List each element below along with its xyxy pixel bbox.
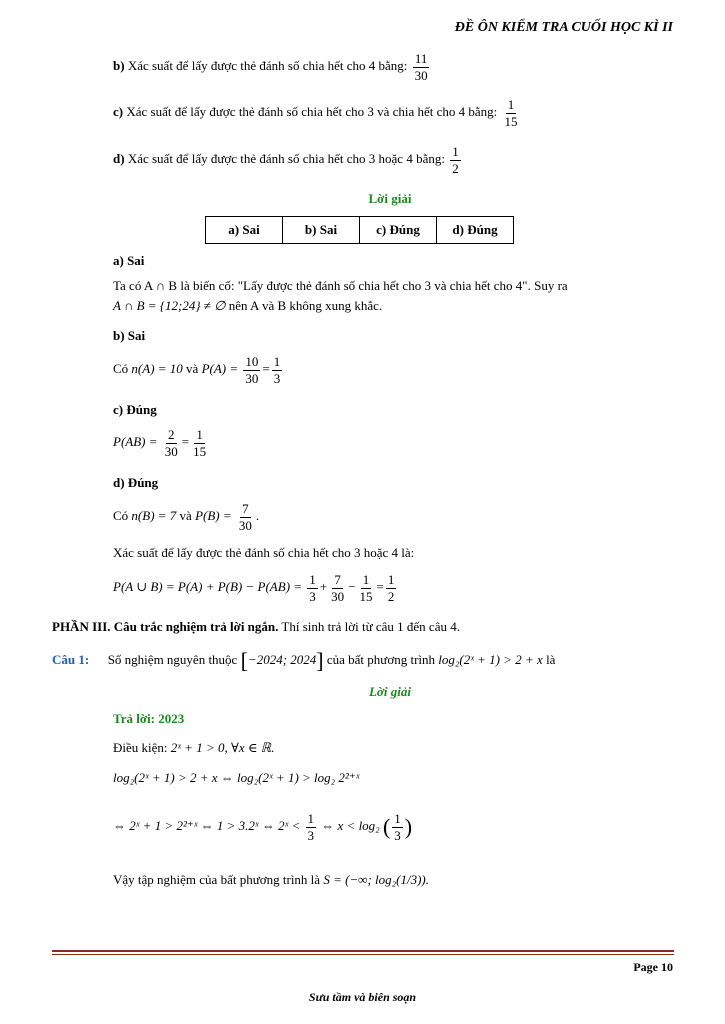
part3-heading	[52, 619, 460, 635]
math-expression: ⇔ x < log₂	[321, 818, 380, 834]
fraction: $\frac{1}{2}$	[387, 572, 395, 604]
statement-text: Xác suất để lấy được thẻ đánh số chia hết cho 4 bằng:	[127, 58, 408, 74]
math-expression: n(B) = 7	[131, 508, 177, 524]
page-number: Page 10	[633, 960, 673, 974]
solution-step2: ⇔ 2ˣ + 1 > 2²⁺ˣ ⇔ 1 > 3.2ˣ ⇔ 2ˣ < $\frac{1}{3}$ ⇔ x < log₂ ( $\frac{1}{3}$ )	[113, 811, 413, 843]
text: nên A và B không xung khắc.	[228, 298, 383, 313]
fraction: $\frac{11}{30}$	[414, 51, 428, 83]
fraction: $\frac{7}{30}$	[331, 572, 345, 604]
footer-text: Sưu tầm và biên soạn	[308, 990, 417, 1004]
solution-set: S = (−∞; log₂(1/3)).	[323, 872, 430, 887]
fraction: $\frac{7}{30}$	[238, 501, 252, 533]
math-expression: P(AB) =	[113, 434, 158, 450]
answer-cell: b) Sai	[283, 217, 360, 244]
math-expression: A ∩ B = {12;24} ≠ ∅	[113, 298, 226, 313]
statement-b	[113, 52, 432, 82]
statement-label: c)	[113, 104, 124, 120]
answer-cell: d) Đúng	[437, 217, 514, 244]
text: Có	[113, 508, 129, 524]
part-d-union-formula: P(A ∪ B) = P(A) + P(B) − P(AB) = $\frac{1}{3}$ + $\frac{7}{30}$ − $\frac{1}{15}$ = $\frac{1}{2}$	[113, 572, 395, 604]
solution-title: Lời giải	[368, 191, 412, 206]
statement-text: Xác suất để lấy được thẻ đánh số chia hết cho 3 hoặc 4 bằng:	[127, 151, 445, 167]
answer-line: Trả lời: 2023	[113, 711, 185, 726]
fraction: $\frac{1}{15}$	[359, 572, 373, 604]
fraction: $\frac{1}{2}$	[452, 144, 459, 176]
question-text: là	[546, 651, 556, 667]
question-label: Câu 1:	[52, 651, 90, 667]
condition-expression: 2ˣ + 1 > 0, ∀x ∈ ℝ	[170, 740, 272, 755]
fraction: $\frac{1}{3}$	[307, 811, 315, 843]
part-d-formula: Có n(B) = 7 và P(B) = $\frac{7}{30}$ .	[113, 501, 260, 533]
condition-label: Điều kiện:	[113, 740, 168, 755]
fraction: $\frac{1}{15}$	[504, 97, 518, 129]
fraction: $\frac{1}{3}$	[273, 354, 281, 386]
condition-line: Điều kiện: 2ˣ + 1 > 0, ∀x ∈ ℝ.	[113, 740, 275, 755]
answer-cell: c) Đúng	[360, 217, 437, 244]
question-1: Câu 1: Số nghiệm nguyên thuộc [−2024; 2024] của bất phương trình log₂(2ˣ + 1) > 2 + x là	[52, 648, 556, 673]
part3-instruction: Thí sinh trả lời từ câu 1 đến câu 4.	[281, 619, 460, 634]
part3-title: PHẦN III. Câu trắc nghiệm trả lời ngắn.	[52, 619, 279, 634]
question-text: Số nghiệm nguyên thuộc	[107, 651, 238, 667]
conclusion-line	[113, 872, 429, 888]
part-a-line1: Ta có A ∩ B là biến cố: "Lấy được thẻ đánh số chia hết cho 3 và chia hết cho 4". Suy ra	[113, 278, 568, 293]
statement-text: Xác suất để lấy được thẻ đánh số chia hết cho 3 và chia hết cho 4 bằng:	[126, 104, 498, 120]
part-d-heading: d) Đúng	[113, 475, 159, 490]
page-header-title: ĐỀ ÔN KIỂM TRA CUỐI HỌC KÌ II	[454, 20, 673, 35]
answer-table	[205, 216, 514, 244]
fraction: $\frac{2}{30}$	[164, 427, 178, 459]
inequality: log₂(2ˣ + 1) > 2 + x	[438, 651, 543, 667]
conclusion-text: Vậy tập nghiệm của bất phương trình là	[113, 872, 321, 887]
fraction: $\frac{1}{15}$	[193, 427, 207, 459]
statement-label: d)	[113, 151, 125, 167]
fraction: $\frac{1}{3}$	[394, 811, 401, 843]
solution-step1: log₂(2ˣ + 1) > 2 + x ⇔ log₂(2ˣ + 1) > log₂ 2²⁺ˣ	[113, 770, 360, 785]
math-expression: n(A) = 10	[131, 361, 183, 377]
interval: −2024; 2024	[247, 651, 317, 667]
math-expression: P(B) =	[195, 508, 232, 524]
text: và	[186, 361, 199, 377]
statement-d	[113, 145, 463, 175]
part-c-formula: P(AB) = $\frac{2}{30}$ = $\frac{1}{15}$	[113, 427, 207, 459]
footer-rule	[52, 950, 674, 952]
math-expression: P(A) =	[201, 361, 239, 377]
statement-c	[113, 98, 522, 128]
solution2-title: Lời giải	[368, 684, 411, 699]
statement-label: b)	[113, 58, 125, 74]
fraction: $\frac{1}{3}$	[309, 572, 316, 604]
part-a-heading: a) Sai	[113, 253, 145, 268]
part-b-formula: Có n(A) = 10 và P(A) = $\frac{10}{30}$ = $\frac{1}{3}$	[113, 354, 281, 386]
math-expression: P(A ∪ B) = P(A) + P(B) − P(AB) =	[113, 579, 303, 595]
math-expression: ⇔ 2ˣ + 1 > 2²⁺ˣ ⇔ 1 > 3.2ˣ ⇔ 2ˣ <	[113, 818, 301, 834]
footer-rule-thin	[52, 954, 674, 955]
text: Có	[113, 361, 129, 377]
part-b-heading: b) Sai	[113, 328, 146, 343]
question-text: của bất phương trình	[326, 651, 436, 667]
fraction: $\frac{10}{30}$	[245, 354, 259, 386]
part-a-line2	[113, 298, 382, 314]
part-d-text: Xác suất để lấy được thẻ đánh số chia hết cho 3 hoặc 4 là:	[113, 545, 415, 560]
answer-cell: a) Sai	[206, 217, 283, 244]
text: và	[179, 508, 192, 524]
part-c-heading: c) Đúng	[113, 402, 157, 417]
